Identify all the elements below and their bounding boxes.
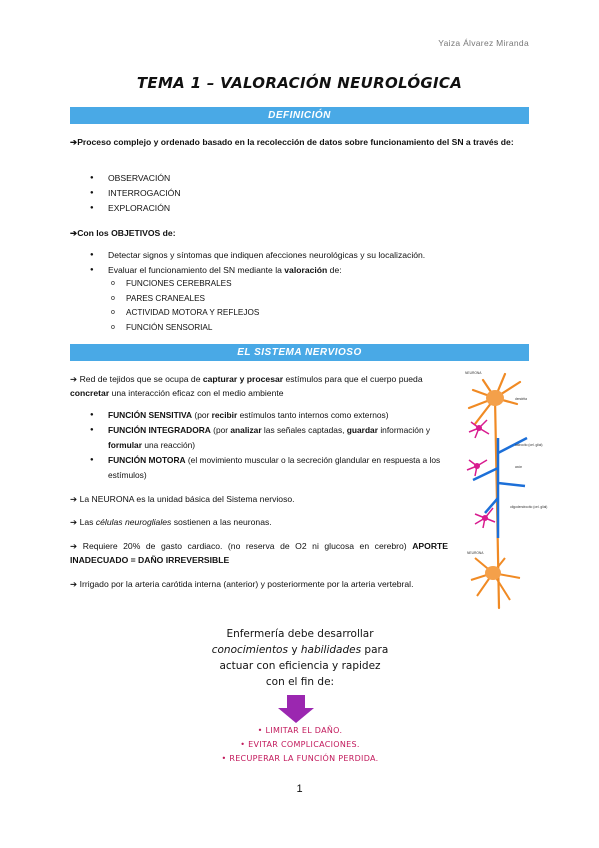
astrocyte-soma [482, 515, 488, 521]
bullet: ● [90, 427, 94, 433]
neuron-label: oligodendrocito (cel. glial) [510, 505, 548, 509]
goal-item: • RECUPERAR LA FUNCIÓN PERDIDA. [221, 754, 379, 763]
text: (por [213, 425, 229, 435]
nursing-italic: conocimientos [211, 644, 288, 656]
nursing-line: Enfermería debe desarrollar [226, 628, 374, 640]
text: estímulos tanto internos como externos) [239, 410, 389, 420]
text: una interacción eficaz con el medio ambiente [111, 388, 284, 398]
list-item-bold: valoración [284, 265, 328, 275]
nursing-note [180, 626, 420, 690]
sistema-intro [70, 372, 448, 400]
text: ➔ Requiere 20% de gasto cardiaco. (no reserva de O2 ni glucosa en cerebro) [70, 541, 407, 551]
nursing-line: con el fin de: [265, 676, 335, 688]
objectives-heading: ➔Con los OBJETIVOS de: [70, 228, 176, 238]
list-item [70, 263, 425, 278]
bullet: ● [90, 412, 94, 418]
text-bold: formular [108, 439, 142, 450]
sublist-item: o PARES CRANEALES [70, 292, 259, 307]
objectives-list [70, 248, 425, 278]
neuron-label: axón [515, 465, 523, 469]
definition-paragraph: ➔Proceso complejo y ordenado basado en la recolección de datos sobre funcionamiento del SN a través de: [70, 137, 514, 147]
nursing-goals [180, 724, 420, 766]
neuron-label: dendrita [515, 397, 527, 401]
list-item-text: de: [329, 265, 342, 275]
list-item: ● INTERROGACIÓN [70, 186, 181, 201]
nursing-text: y [291, 644, 298, 656]
valoracion-sublist [70, 277, 259, 335]
text: (por [194, 410, 210, 420]
text: información y [380, 425, 431, 435]
list-item-text: Evaluar el funcionamiento del SN mediante la [108, 265, 282, 275]
sublist-item: o ACTIVIDAD MOTORA Y REFLEJOS [70, 306, 259, 321]
function-integradora [90, 423, 450, 452]
text: estímulos para que el cuerpo pueda [285, 374, 423, 384]
author-name: Yaiza Álvarez Miranda [438, 38, 529, 48]
neuron-bottom-soma [485, 566, 501, 580]
neuron-label: astrocito (cel. glial) [515, 443, 543, 447]
cardiac-paragraph [70, 539, 448, 567]
text-bold: recibir [211, 410, 238, 420]
neuron-label: NEURONA [465, 371, 482, 375]
nursing-text: para [364, 644, 389, 656]
text-bold: guardar [346, 425, 378, 435]
irrigation-paragraph: ➔ Irrigado por la arteria carótida interna (anterior) y posteriormente por la arteria vertebral. [70, 579, 414, 589]
neurona-paragraph: ➔ La NEURONA es la unidad básica del Sistema nervioso. [70, 494, 295, 504]
list-item: ● OBSERVACIÓN [70, 171, 181, 186]
section-band-sistema: EL SISTEMA NERVIOSO [70, 344, 529, 361]
function-sensitiva [90, 408, 450, 423]
astrocyte-soma [476, 425, 482, 431]
text-bold: FUNCIÓN MOTORA [108, 455, 186, 465]
list-item: ● Detectar signos y síntomas que indiquen afecciones neurológicas y su localización. [70, 248, 425, 263]
function-motora [90, 453, 450, 482]
neuroglia-paragraph [70, 515, 460, 529]
neuron-label: NEURONA [467, 551, 484, 555]
text: una reacción) [144, 439, 196, 450]
text-italic: células neurogliales [95, 517, 172, 527]
sublist-item: o FUNCIONES CEREBRALES [70, 277, 259, 292]
page-title: TEMA 1 – VALORACIÓN NEUROLÓGICA [136, 74, 463, 92]
text-bold: concretar [70, 388, 110, 398]
text: las señales captadas, [263, 425, 345, 435]
text: ➔ Las [70, 517, 94, 527]
astrocyte-cells [467, 420, 495, 528]
sublist-item: o FUNCIÓN SENSORIAL [70, 321, 259, 336]
text-bold: FUNCIÓN SENSITIVA [108, 410, 193, 420]
nursing-line: actuar con eficiencia y rapidez [219, 660, 381, 672]
text-bold: capturar y procesar [202, 374, 284, 384]
page-number: 1 [296, 783, 303, 795]
section-band-definicion: DEFINICIÓN [70, 107, 529, 124]
text-bold: APORTE INADECUADO = DAÑO IRREVERSIBLE [70, 541, 449, 565]
down-arrow-icon [276, 695, 316, 723]
astrocyte-soma [474, 463, 480, 469]
list-item: ● EXPLORACIÓN [70, 201, 181, 216]
text-bold: FUNCIÓN INTEGRADORA [108, 425, 211, 435]
text: (el movimiento muscular o la secreción glandular en respuesta a los estímulos) [108, 455, 441, 480]
neuron-top-soma [486, 390, 504, 406]
definition-list [70, 171, 181, 216]
goal-item: • EVITAR COMPLICACIONES. [240, 740, 360, 749]
text-bold: analizar [230, 425, 262, 435]
goal-item: • LIMITAR EL DAÑO. [257, 726, 343, 735]
nursing-italic: habilidades [300, 644, 362, 656]
text: sostienen a las neuronas. [173, 517, 272, 527]
nursing-line [180, 642, 420, 658]
neuron-illustration [465, 368, 548, 613]
bullet: ● [90, 457, 94, 463]
text: ➔ Red de tejidos que se ocupa de [70, 374, 201, 384]
blue-axon-sheath [473, 438, 527, 538]
